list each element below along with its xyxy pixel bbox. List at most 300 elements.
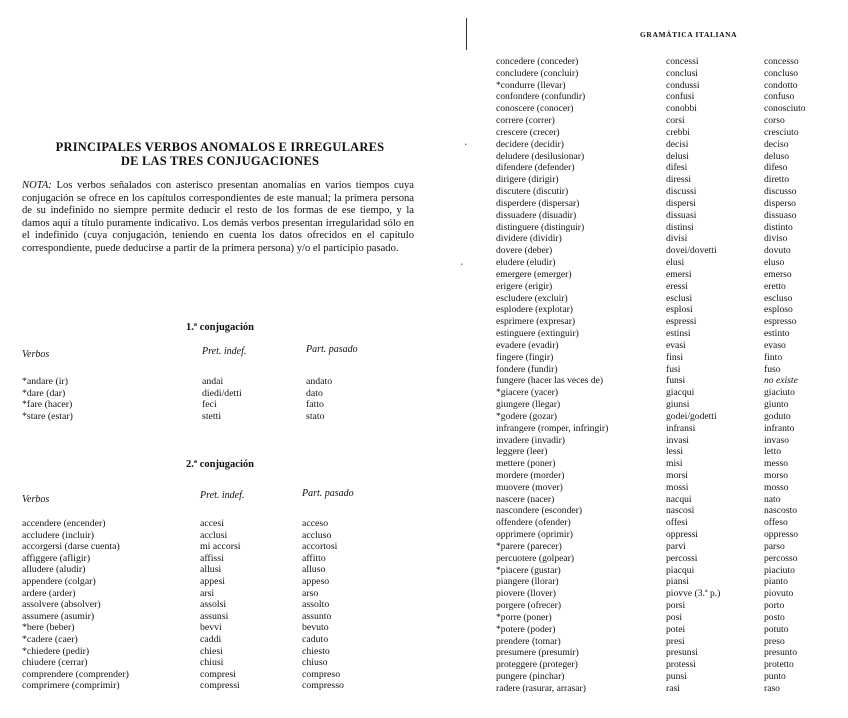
verb-infinitive: mordere (morder) <box>496 469 565 481</box>
verb-infinitive: mettere (poner) <box>496 458 556 470</box>
verb-infinitive: assolvere (absolver) <box>22 599 101 611</box>
verb-preterite: assolsi <box>200 599 227 611</box>
verb-row <box>496 387 844 399</box>
verb-row <box>496 139 844 151</box>
verb-preterite: protessi <box>666 659 696 671</box>
verb-infinitive: *condurre (llevar) <box>496 79 566 91</box>
verb-row <box>496 328 844 340</box>
verb-preterite: decisi <box>666 138 689 150</box>
verb-row <box>22 411 396 423</box>
verb-row <box>496 233 844 245</box>
verb-participle: messo <box>764 458 788 470</box>
verb-row <box>496 529 844 541</box>
verb-preterite: morsi <box>666 469 688 481</box>
verb-infinitive: piovere (llover) <box>496 588 556 600</box>
verb-preterite: dissuasi <box>666 209 697 221</box>
verb-row <box>496 659 844 671</box>
verb-infinitive: affiggere (afligir) <box>22 552 91 564</box>
conj1-table <box>22 376 396 422</box>
verb-row <box>22 599 397 611</box>
verb-row <box>496 636 844 648</box>
verb-participle: stato <box>306 410 325 422</box>
verb-preterite: percossi <box>666 552 698 564</box>
verb-participle: distinto <box>764 221 793 233</box>
verb-row <box>22 518 397 530</box>
verb-participle: eretto <box>764 280 786 292</box>
verb-participle: piovuto <box>764 588 794 600</box>
verb-participle: compreso <box>302 668 341 680</box>
verb-participle: oppresso <box>764 529 799 541</box>
verb-infinitive: *porre (poner) <box>496 611 552 623</box>
verb-preterite: mossi <box>666 481 689 493</box>
verb-infinitive: discutere (discutir) <box>496 186 569 198</box>
verb-preterite: potei <box>666 623 686 635</box>
verb-participle: potuto <box>764 623 789 635</box>
verb-row <box>496 612 844 624</box>
verb-row <box>496 458 844 470</box>
verb-row <box>496 541 844 553</box>
verb-row <box>22 541 397 553</box>
verb-row <box>496 162 844 174</box>
verb-preterite: oppressi <box>666 529 698 541</box>
verb-preterite: misi <box>666 458 683 470</box>
verb-row <box>22 680 397 692</box>
verb-preterite: dovei/dovetti <box>666 245 717 257</box>
verb-preterite: appesi <box>200 575 226 587</box>
verb-row <box>496 494 844 506</box>
verb-infinitive: dirigere (dirigir) <box>496 174 559 186</box>
verb-row <box>496 576 844 588</box>
verb-preterite: elusi <box>666 257 685 269</box>
page-title <box>30 140 410 168</box>
verb-preterite: emersi <box>666 268 692 280</box>
verb-preterite: rasi <box>666 682 680 694</box>
verb-infinitive: fingere (fingir) <box>496 351 554 363</box>
verb-row <box>496 257 844 269</box>
verb-row <box>496 446 844 458</box>
verb-preterite: parvi <box>666 540 686 552</box>
verb-infinitive: proteggere (proteger) <box>496 659 578 671</box>
verb-preterite: fusi <box>666 363 681 375</box>
verb-infinitive: alludere (aludir) <box>22 564 86 576</box>
conj2-col-verbos: Verbos <box>22 494 50 505</box>
verb-infinitive: accorgersi (darse cuenta) <box>22 541 120 553</box>
verb-participle: affitto <box>302 552 326 564</box>
verb-infinitive: concludere (concluir) <box>496 67 579 79</box>
verb-row <box>496 91 844 103</box>
verb-preterite: nascosi <box>666 505 695 517</box>
verb-participle: porto <box>764 600 785 612</box>
verb-infinitive: offendere (ofender) <box>496 517 571 529</box>
verb-row <box>496 103 844 115</box>
verb-participle: escluso <box>764 292 793 304</box>
verb-participle: estinto <box>764 328 790 340</box>
verb-row <box>496 411 844 423</box>
verb-participle: fuso <box>764 363 781 375</box>
verb-preterite: chiesi <box>200 645 223 657</box>
verb-infinitive: evadere (evadir) <box>496 339 559 351</box>
verb-infinitive: *andare (ir) <box>22 376 68 387</box>
verb-row <box>496 316 844 328</box>
verb-row <box>496 647 844 659</box>
verb-participle: espresso <box>764 316 797 328</box>
verb-preterite: giacqui <box>666 387 695 399</box>
verb-preterite: eressi <box>666 280 688 292</box>
verb-participle: bevuto <box>302 622 329 634</box>
verb-preterite: delusi <box>666 150 689 162</box>
verb-infinitive: chiudere (cerrar) <box>22 657 88 669</box>
verb-participle: diviso <box>764 233 788 245</box>
verb-participle: offeso <box>764 517 788 529</box>
verb-infinitive: dividere (dividir) <box>496 233 562 245</box>
verb-infinitive: ardere (arder) <box>22 587 76 599</box>
verb-participle: chiuso <box>302 657 328 669</box>
verb-preterite: finsi <box>666 351 684 363</box>
verb-row <box>496 281 844 293</box>
verb-participle: morso <box>764 469 788 481</box>
verb-row <box>496 375 844 387</box>
verb-infinitive: *fare (hacer) <box>22 399 73 410</box>
conj2-col-part: Part. pasado <box>302 488 354 499</box>
verb-infinitive: esplodere (explotar) <box>496 304 573 316</box>
nota-label: NOTA: <box>22 180 52 191</box>
verb-row <box>496 683 844 695</box>
verb-infinitive: piangere (llorar) <box>496 576 559 588</box>
verb-row <box>496 186 844 198</box>
verb-row <box>496 222 844 234</box>
verb-participle: nato <box>764 493 781 505</box>
verb-row <box>496 210 844 222</box>
verb-infinitive: *piacere (gustar) <box>496 564 561 576</box>
verb-preterite: assunsi <box>200 610 229 622</box>
verb-preterite: arsi <box>200 587 215 599</box>
verb-preterite: porsi <box>666 600 686 612</box>
verb-infinitive: crescere (crecer) <box>496 126 560 138</box>
verb-infinitive: fondere (fundir) <box>496 363 558 375</box>
verb-preterite: punsi <box>666 671 687 683</box>
verb-infinitive: porgere (ofrecer) <box>496 600 562 612</box>
verb-infinitive: escludere (excluir) <box>496 292 568 304</box>
verb-row <box>496 624 844 636</box>
verb-preterite: accesi <box>200 518 224 529</box>
verb-infinitive: prendere (tomar) <box>496 635 561 647</box>
conj1-heading: 1.ª conjugación <box>186 322 254 333</box>
nota-text: Los verbos señalados con asterisco presentan anomalías en varios tiempos cuya conjugación se ofrece en los capítulos correspondientes de este manual; la primera persona de su indefinido no siempre permite deducir el resto de los formas de ese tiempo, y la damos aquí a título puramente indicativo. Los demás verbos presentan irregularidad sólo en el indefinido (cuya conjugación, teniendo en cuenta los datos ofrecidos en el capítulo correspondiente, puede deducirse a partir de la primera persona) y/o el participio pasado. <box>22 180 414 254</box>
verb-participle: evaso <box>764 339 786 351</box>
verb-row <box>496 198 844 210</box>
verb-preterite: distinsi <box>666 221 694 233</box>
verb-row <box>22 376 396 388</box>
conj1-col-verbos: Verbos <box>22 349 50 360</box>
verb-participle: eluso <box>764 257 785 269</box>
verb-participle: chiesto <box>302 645 330 657</box>
verb-row <box>496 269 844 281</box>
verb-preterite: chiusi <box>200 657 224 669</box>
verb-preterite: conclusi <box>666 67 698 79</box>
verb-row <box>496 553 844 565</box>
verb-participle: invaso <box>764 434 790 446</box>
verb-infinitive: accendere (encender) <box>22 518 106 529</box>
verb-row <box>22 576 397 588</box>
verb-preterite: nacqui <box>666 493 692 505</box>
verb-preterite: difesi <box>666 162 688 174</box>
verb-preterite: acclusi <box>200 529 228 541</box>
verb-participle: acceso <box>302 518 329 529</box>
gutter-dot: · <box>460 258 464 271</box>
verb-participle: infranto <box>764 422 795 434</box>
verb-participle: finto <box>764 351 783 363</box>
verb-preterite: condussi <box>666 79 700 91</box>
verb-infinitive: leggere (leer) <box>496 446 548 458</box>
verb-participle: percosso <box>764 552 798 564</box>
verb-participle: appeso <box>302 575 330 587</box>
verb-participle: nascosto <box>764 505 798 517</box>
verb-participle: no existe <box>764 375 798 387</box>
verb-row <box>22 669 397 681</box>
verb-row <box>22 564 397 576</box>
verb-preterite: offesi <box>666 517 688 529</box>
verb-participle: difeso <box>764 162 788 174</box>
verb-infinitive: distinguere (distinguir) <box>496 221 585 233</box>
verb-participle: corso <box>764 115 785 127</box>
verb-participle: giaciuto <box>764 387 795 399</box>
verb-participle: accluso <box>302 529 332 541</box>
verb-preterite: estinsi <box>666 328 691 340</box>
verb-infinitive: *potere (poder) <box>496 623 556 635</box>
conj1-col-part: Part. pasado <box>306 344 358 355</box>
verb-row <box>496 293 844 305</box>
verb-infinitive: giungere (llegar) <box>496 399 561 411</box>
verb-infinitive: *dare (dar) <box>22 387 66 399</box>
verb-participle: cresciuto <box>764 126 799 138</box>
verb-infinitive: *chiedere (pedir) <box>22 645 90 657</box>
verb-infinitive: *bere (beber) <box>22 622 75 634</box>
verb-participle: confuso <box>764 91 795 103</box>
verb-row <box>22 611 397 623</box>
verb-preterite: discussi <box>666 186 697 198</box>
verb-infinitive: emergere (emerger) <box>496 268 572 280</box>
verb-preterite: posi <box>666 611 682 623</box>
verb-row <box>496 304 844 316</box>
verb-participle: assolto <box>302 599 330 611</box>
verb-preterite: allusi <box>200 564 222 576</box>
verb-participle: raso <box>764 682 780 694</box>
verb-preterite: andai <box>202 376 224 387</box>
verb-participle: condotto <box>764 79 798 91</box>
verb-infinitive: infrangere (romper, infringir) <box>496 422 609 434</box>
title-line-1: PRINCIPALES VERBOS ANOMALOS E IRREGULARES <box>55 140 385 154</box>
verb-infinitive: nascondere (esconder) <box>496 505 583 517</box>
title-line-2: DE LAS TRES CONJUGACIONES <box>120 154 320 168</box>
verb-preterite: dispersi <box>666 197 696 209</box>
verb-infinitive: estinguere (extinguir) <box>496 328 579 340</box>
conj2-heading: 2.ª conjugación <box>186 459 254 470</box>
verb-row <box>496 115 844 127</box>
verb-infinitive: comprimere (comprimir) <box>22 680 120 692</box>
verb-row <box>496 565 844 577</box>
verb-participle: caduto <box>302 633 329 645</box>
verb-infinitive: difendere (defender) <box>496 162 575 174</box>
verb-preterite: godei/godetti <box>666 410 717 422</box>
verb-preterite: piovve (3.ª p.) <box>666 588 721 600</box>
verb-infinitive: *stare (estar) <box>22 410 73 422</box>
verb-row <box>496 470 844 482</box>
verb-participle: presunto <box>764 647 798 659</box>
verb-participle: preso <box>764 635 785 647</box>
verb-preterite: feci <box>202 399 217 410</box>
verb-row <box>496 56 844 68</box>
conj1-col-pret: Pret. indef. <box>202 346 247 357</box>
verb-preterite: stetti <box>202 410 222 422</box>
verb-participle: emerso <box>764 268 792 280</box>
verb-preterite: invasi <box>666 434 689 446</box>
verb-participle: discusso <box>764 186 797 198</box>
verb-preterite: diedi/detti <box>202 387 242 399</box>
verb-participle: dovuto <box>764 245 791 257</box>
verb-participle: punto <box>764 671 786 683</box>
verb-preterite: funsi <box>666 375 686 387</box>
verb-participle: parso <box>764 540 785 552</box>
verb-preterite: divisi <box>666 233 688 245</box>
verb-infinitive: conoscere (conocer) <box>496 103 574 115</box>
verb-row <box>496 245 844 257</box>
verb-preterite: crebbi <box>666 126 690 138</box>
verb-participle: posto <box>764 611 785 623</box>
gutter-line <box>466 18 467 50</box>
verb-infinitive: concedere (conceder) <box>496 56 579 67</box>
verb-participle: disperso <box>764 197 796 209</box>
verb-row <box>22 399 396 411</box>
verb-participle: letto <box>764 446 782 458</box>
verb-infinitive: percuotere (golpear) <box>496 552 575 564</box>
verb-preterite: caddi <box>200 633 222 645</box>
verb-row <box>496 151 844 163</box>
verb-row <box>496 68 844 80</box>
verb-row <box>496 482 844 494</box>
verb-row <box>496 174 844 186</box>
verb-preterite: mi accorsi <box>200 541 241 553</box>
verb-infinitive: eludere (eludir) <box>496 257 556 269</box>
gutter-dot: · <box>464 138 468 151</box>
verb-infinitive: dovere (deber) <box>496 245 553 257</box>
verb-preterite: diressi <box>666 174 692 186</box>
verb-preterite: compressi <box>200 680 240 692</box>
verb-participle: conosciuto <box>764 103 806 115</box>
verb-row <box>496 588 844 600</box>
verb-participle: accortosi <box>302 541 338 553</box>
verb-row <box>496 671 844 683</box>
verb-participle: concluso <box>764 67 799 79</box>
verb-infinitive: *cadere (caer) <box>22 633 78 645</box>
verb-infinitive: erigere (erigir) <box>496 280 553 292</box>
verb-infinitive: *giacere (yacer) <box>496 387 559 399</box>
verb-row <box>496 364 844 376</box>
verb-row <box>496 600 844 612</box>
verb-preterite: affissi <box>200 552 224 564</box>
verb-participle: diretto <box>764 174 790 186</box>
verb-row <box>496 127 844 139</box>
right-verb-table <box>496 56 844 695</box>
verb-infinitive: esprimere (expresar) <box>496 316 576 328</box>
verb-infinitive: pungere (pinchar) <box>496 671 565 683</box>
verb-row <box>496 340 844 352</box>
verb-row <box>496 423 844 435</box>
verb-row <box>496 399 844 411</box>
verb-infinitive: assumere (asumir) <box>22 610 95 622</box>
verb-participle: fatto <box>306 399 324 410</box>
nota-paragraph <box>22 180 414 256</box>
verb-row <box>496 505 844 517</box>
verb-preterite: presi <box>666 635 685 647</box>
verb-preterite: bevvi <box>200 622 222 634</box>
verb-preterite: piansi <box>666 576 689 588</box>
verb-participle: alluso <box>302 564 326 576</box>
verb-preterite: presunsi <box>666 647 698 659</box>
verb-participle: goduto <box>764 410 791 422</box>
verb-infinitive: confondere (confundir) <box>496 91 586 103</box>
verb-infinitive: disperdere (dispersar) <box>496 197 580 209</box>
verb-preterite: espressi <box>666 316 697 328</box>
verb-row <box>496 517 844 529</box>
verb-infinitive: fungere (hacer las veces de) <box>496 375 604 387</box>
verb-preterite: compresi <box>200 668 236 680</box>
verb-participle: compresso <box>302 680 344 692</box>
verb-participle: mosso <box>764 481 789 493</box>
verb-infinitive: dissuadere (disuadir) <box>496 209 577 221</box>
conj2-table <box>22 518 397 692</box>
verb-infinitive: comprendere (comprender) <box>22 668 129 680</box>
verb-row <box>22 634 397 646</box>
verb-preterite: concessi <box>666 56 699 67</box>
verb-infinitive: decidere (decidir) <box>496 138 564 150</box>
verb-infinitive: *godere (gozar) <box>496 410 557 422</box>
verb-infinitive: muovere (mover) <box>496 481 563 493</box>
verb-participle: deluso <box>764 150 790 162</box>
verb-infinitive: correre (correr) <box>496 115 555 127</box>
verb-infinitive: nascere (nacer) <box>496 493 555 505</box>
verb-row <box>22 388 396 400</box>
running-head: GRAMÁTICA ITALIANA <box>640 30 738 39</box>
verb-participle: dissuaso <box>764 209 797 221</box>
verb-infinitive: deludere (desilusionar) <box>496 150 585 162</box>
verb-participle: piaciuto <box>764 564 795 576</box>
verb-participle: dato <box>306 387 323 399</box>
verb-row <box>496 80 844 92</box>
verb-preterite: lessi <box>666 446 684 458</box>
verb-preterite: corsi <box>666 115 685 127</box>
verb-participle: giunto <box>764 399 789 411</box>
verb-participle: andato <box>306 376 333 387</box>
verb-row <box>22 646 397 658</box>
verb-infinitive: accludere (incluir) <box>22 529 95 541</box>
verb-infinitive: invadere (invadir) <box>496 434 565 446</box>
verb-row <box>22 657 397 669</box>
verb-row <box>496 435 844 447</box>
verb-participle: pianto <box>764 576 788 588</box>
verb-row <box>22 588 397 600</box>
verb-infinitive: presumere (presumir) <box>496 647 579 659</box>
verb-preterite: infransi <box>666 422 696 434</box>
verb-row <box>496 352 844 364</box>
conj2-col-pret: Pret. indef. <box>200 490 245 501</box>
verb-participle: esploso <box>764 304 793 316</box>
verb-preterite: piacqui <box>666 564 695 576</box>
verb-infinitive: radere (rasurar, arrasar) <box>496 682 586 694</box>
verb-participle: protetto <box>764 659 794 671</box>
verb-participle: deciso <box>764 138 789 150</box>
verb-preterite: esplosi <box>666 304 693 316</box>
verb-preterite: conobbi <box>666 103 697 115</box>
